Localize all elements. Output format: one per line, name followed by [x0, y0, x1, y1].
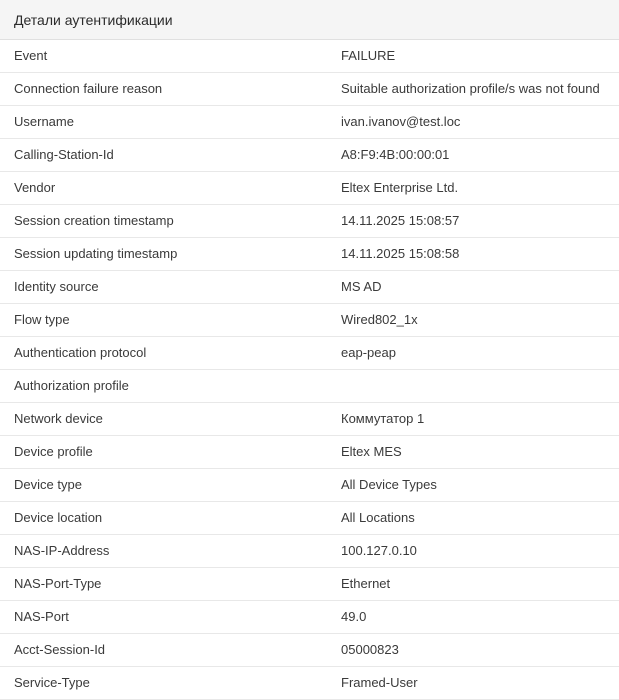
row-value: A8:F9:4B:00:00:01: [341, 147, 450, 162]
row-key: Event: [14, 48, 48, 63]
table-row: [0, 205, 619, 238]
row-key: Service-Type: [14, 675, 90, 690]
row-value: FAILURE: [341, 48, 396, 63]
row-key: Session creation timestamp: [14, 213, 174, 228]
row-key: Authentication protocol: [14, 345, 147, 360]
row-key: NAS-IP-Address: [14, 543, 110, 558]
row-key: NAS-Port-Type: [14, 576, 102, 591]
row-key: Device type: [14, 477, 82, 492]
table-row: [0, 370, 619, 403]
details-table-body: [0, 40, 619, 700]
table-row: [0, 304, 619, 337]
details-table: [0, 40, 619, 700]
row-value: ivan.ivanov@test.loc: [341, 114, 461, 129]
table-row: [0, 337, 619, 370]
table-row: [0, 403, 619, 436]
table-row: [0, 634, 619, 667]
table-row: [0, 667, 619, 700]
row-key: Device profile: [14, 444, 93, 459]
row-key: Authorization profile: [14, 378, 129, 393]
table-row: [0, 535, 619, 568]
table-row: [0, 139, 619, 172]
row-value: Eltex MES: [341, 444, 402, 459]
row-value: eap-peap: [341, 345, 396, 360]
row-key: Network device: [14, 411, 103, 426]
row-value: 05000823: [341, 642, 399, 657]
row-key: Device location: [14, 510, 103, 525]
table-row: [0, 469, 619, 502]
row-value: Framed-User: [341, 675, 418, 690]
row-key: NAS-Port: [14, 609, 69, 624]
row-key: Calling-Station-Id: [14, 147, 114, 162]
table-row: [0, 568, 619, 601]
row-key: Vendor: [14, 180, 56, 195]
table-row: [0, 238, 619, 271]
row-value: Коммутатор 1: [341, 411, 425, 426]
table-row: [0, 106, 619, 139]
row-value: [327, 370, 619, 403]
row-key: Connection failure reason: [14, 81, 163, 96]
table-row: [0, 601, 619, 634]
table-row: [0, 271, 619, 304]
table-row: [0, 172, 619, 205]
panel-title: Детали аутентификации: [0, 0, 619, 40]
row-value: 14.11.2025 15:08:58: [341, 246, 460, 261]
row-value: All Device Types: [341, 477, 437, 492]
row-value: 49.0: [341, 609, 367, 624]
row-key: Flow type: [14, 312, 70, 327]
row-value: Ethernet: [341, 576, 391, 591]
row-value: All Locations: [341, 510, 415, 525]
row-value: 14.11.2025 15:08:57: [341, 213, 460, 228]
row-key: Identity source: [14, 279, 99, 294]
row-key: Acct-Session-Id: [14, 642, 106, 657]
row-value: MS AD: [341, 279, 382, 294]
row-value: Eltex Enterprise Ltd.: [341, 180, 459, 195]
table-row: [0, 502, 619, 535]
row-key: Session updating timestamp: [14, 246, 178, 261]
table-row: [0, 73, 619, 106]
row-value: Wired802_1x: [341, 312, 418, 327]
table-row: [0, 40, 619, 73]
row-value: Suitable authorization profile/s was not found: [341, 81, 600, 96]
table-row: [0, 436, 619, 469]
row-key: Username: [14, 114, 74, 129]
row-value: 100.127.0.10: [341, 543, 417, 558]
